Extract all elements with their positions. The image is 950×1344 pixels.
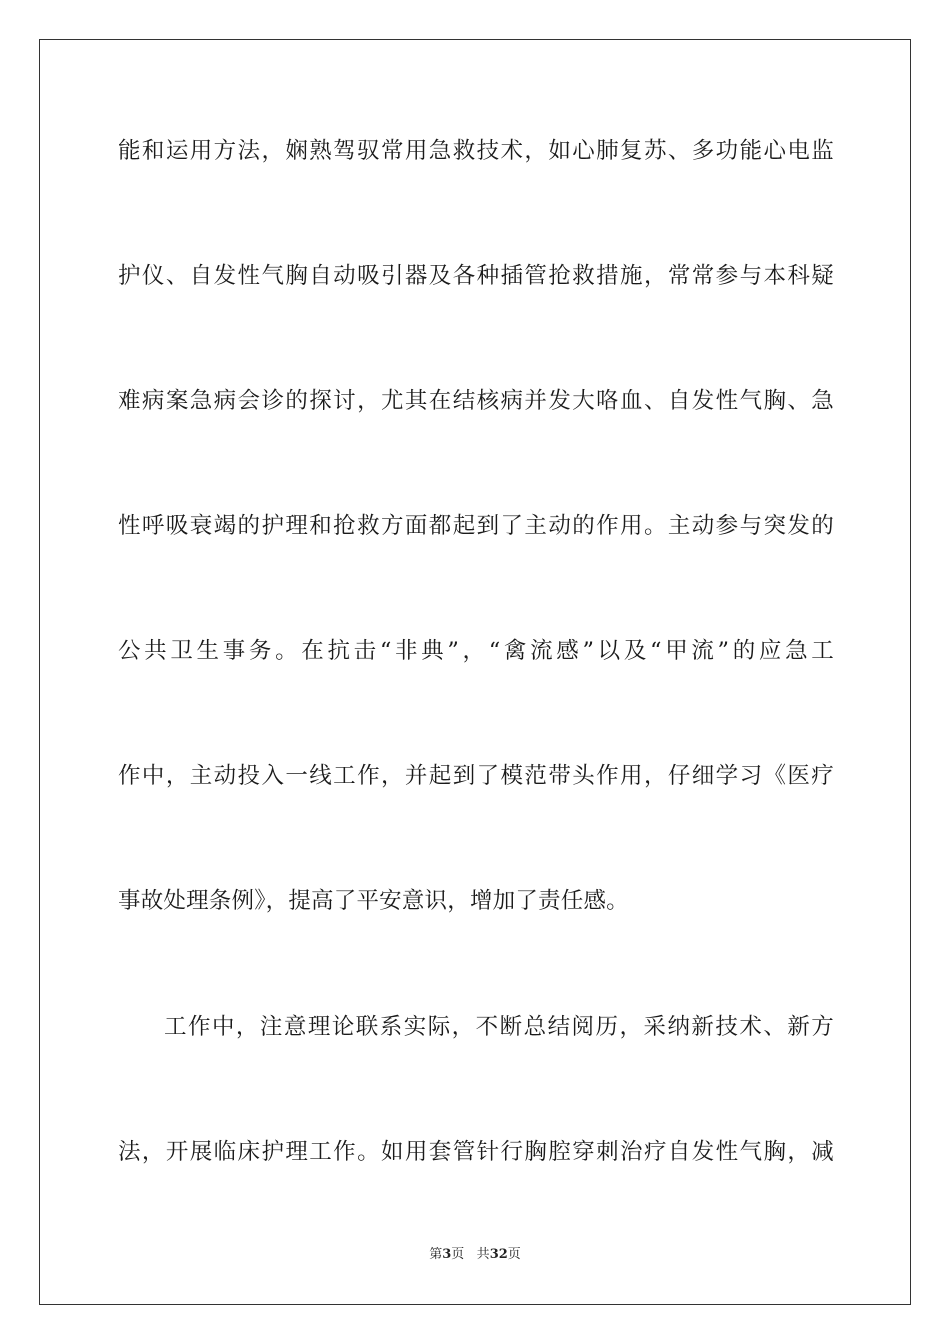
text-line-3: 难病案急病会诊的探讨，尤其在结核病并发大咯血、自发性气胸、急 [118,388,834,414]
text-line-5: 公共卫生事务。在抗击“非典”，“禽流感”以及“甲流”的应急工 [118,638,834,664]
text-line-7-paragraph-end: 事故处理条例》，提高了平安意识，增加了责任感。 [118,888,629,914]
text-line-2: 护仪、自发性气胸自动吸引器及各种插管抢救措施，常常参与本科疑 [118,263,834,289]
text-line-4: 性呼吸衰竭的护理和抢救方面都起到了主动的作用。主动参与突发的 [118,513,834,539]
page-number: 3 [442,1247,452,1262]
total-pages: 32 [489,1247,508,1262]
page-prefix: 第 [429,1247,443,1262]
text-line-6: 作中，主动投入一线工作，并起到了模范带头作用，仔细学习《医疗 [118,763,834,789]
text-line-8-paragraph-start: 工作中，注意理论联系实际，不断总结阅历，采纳新技术、新方 [164,1014,834,1040]
page-suffix: 页 [451,1247,465,1262]
page-border [39,39,911,1305]
total-suffix: 页 [507,1247,521,1262]
text-line-1: 能和运用方法，娴熟驾驭常用急救技术，如心肺复苏、多功能心电监 [118,138,834,164]
total-prefix: 共 [476,1247,490,1262]
page-footer [0,1246,950,1264]
text-line-9: 法，开展临床护理工作。如用套管针行胸腔穿刺治疗自发性气胸，减 [118,1139,834,1165]
